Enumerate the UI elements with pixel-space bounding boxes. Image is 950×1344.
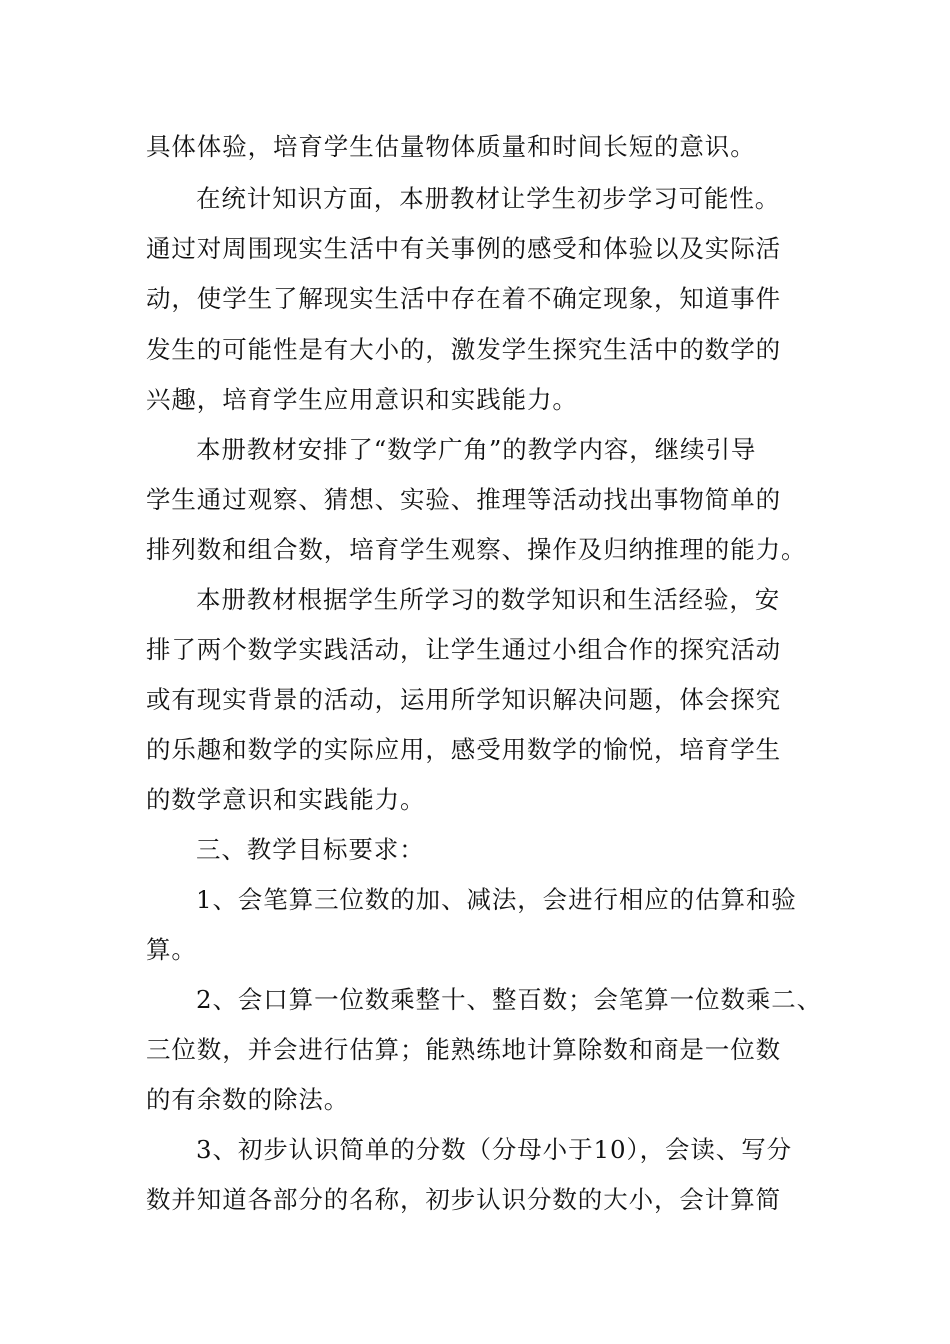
list-item-start: 2、会口算一位数乘整十、整百数；会笔算一位数乘二、	[196, 985, 823, 1014]
text-line: 或有现实背景的活动，运用所学知识解决问题，体会探究	[146, 685, 781, 714]
text-line: 的数学意识和实践能力。	[146, 785, 426, 814]
text-line: 发生的可能性是有大小的，激发学生探究生活中的数学的	[146, 335, 781, 364]
text-line: 排了两个数学实践活动，让学生通过小组合作的探究活动	[146, 635, 781, 664]
paragraph-start: 本册教材根据学生所学习的数学知识和生活经验，安	[196, 585, 781, 614]
paragraph-start: 本册教材安排了“数学广角”的教学内容，继续引导	[196, 435, 757, 464]
paragraph-start: 在统计知识方面，本册教材让学生初步学习可能性。	[196, 184, 781, 213]
text-line: 三位数，并会进行估算；能熟练地计算除数和商是一位数	[146, 1035, 781, 1064]
text-line: 学生通过观察、猜想、实验、推理等活动找出事物简单的	[146, 485, 781, 514]
text-line: 具体体验，培育学生估量物体质量和时间长短的意识。	[146, 132, 756, 161]
text-line: 通过对周围现实生活中有关事例的感受和体验以及实际活	[146, 234, 781, 263]
text-line: 的乐趣和数学的实际应用，感受用数学的愉悦，培育学生	[146, 735, 781, 764]
section-heading: 三、教学目标要求：	[196, 835, 425, 864]
text-line: 动，使学生了解现实生活中存在着不确定现象，知道事件	[146, 284, 781, 313]
text-line: 算。	[146, 935, 197, 964]
text-line: 的有余数的除法。	[146, 1085, 350, 1114]
list-item-start: 1、会笔算三位数的加、减法，会进行相应的估算和验	[196, 885, 797, 914]
text-line: 排列数和组合数，培育学生观察、操作及归纳推理的能力。	[146, 535, 807, 564]
list-item-start: 3、初步认识简单的分数（分母小于10），会读、写分	[196, 1135, 793, 1164]
text-line: 数并知道各部分的名称，初步认识分数的大小，会计算简	[146, 1185, 781, 1214]
text-line: 兴趣，培育学生应用意识和实践能力。	[146, 385, 578, 414]
